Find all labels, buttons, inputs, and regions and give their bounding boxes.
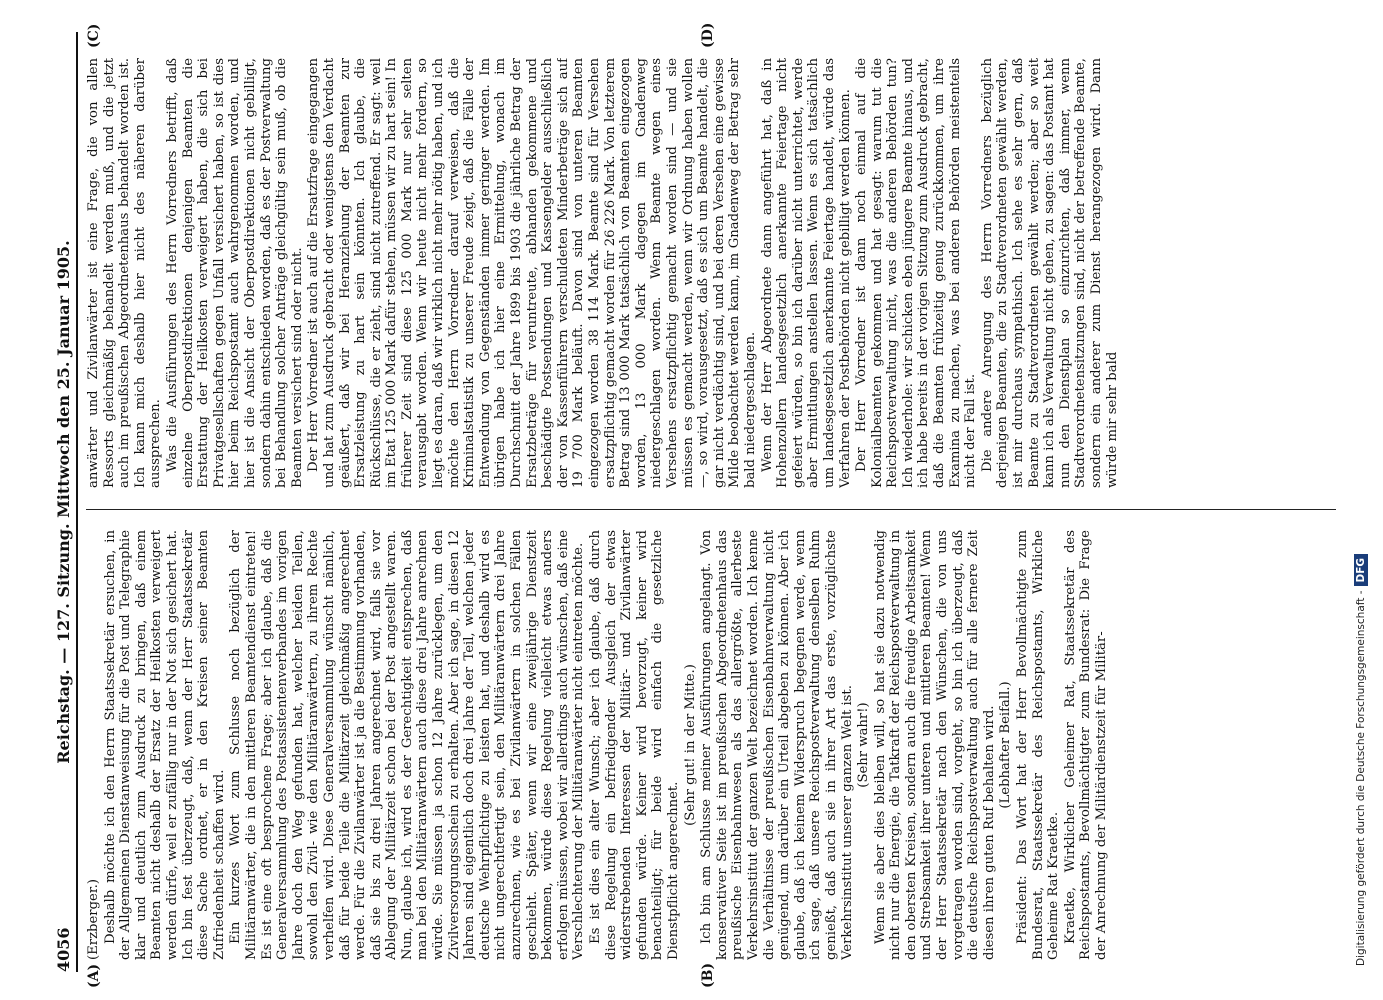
- paragraph: anwärter und Zivilanwärter ist eine Frage, die von allen Ressorts gleichmäßig behandelt werden muß, und die jetzt auch im preußischen Abgeordnetenhaus behandelt worden ist. Ich kann mich deshalb hier nicht des näheren darüber aussprechen.: [86, 58, 164, 488]
- paragraph: Wenn sie aber dies bleiben will, so hat sie dazu notwendig nicht nur die Energie, die Tatkraft der Reichspostverwaltung in den obersten Kreisen, sondern auch die freudige Arbeitsamkeit und Strebsamkeit ihrer unteren und mittleren Beamten! Wenn der Herr Staatssekretär nach den Wünschen, die von uns vorgetragen worden sind, vorgeht, so bin ich überzeugt, daß die deutsche Reichspostverwaltung auch für alle fernere Zeit diesen ihren guten Ruf behalten wird.: [872, 530, 997, 960]
- paragraph-kraetke: Kraetke, Wirklicher Geheimer Rat, Staatssekretär des Reichspostamts, Bevollmächtigter zum Bundesrat: Die Frage der Anrechnung der Militärdienstzeit für Militär-: [1062, 530, 1109, 960]
- paragraph-president: Präsident: Das Wort hat der Herr Bevollmächtigte zum Bundesrat, Staatssekretär des Reichspostamts, Wirkliche Geheime Rat Kraetke.: [1015, 530, 1062, 960]
- interjection: (Sehr gut! in der Mitte.): [682, 664, 698, 826]
- margin-marker-c: (C): [86, 23, 102, 48]
- page-header: [50, 32, 78, 972]
- paragraph: Ein kurzes Wort zum Schlusse noch bezüglich der Militäranwärter, die in den mittleren Beamtendienst eintreten! Es ist eine oft besprochene Frage; aber ich glaube, daß die Generalversammlung des Postassistentenverbandes im vorigen Jahre doch den Weg gefunden hat, welcher beiden Teilen, sowohl den Zivil- wie den Militäranwärtern, zu ihrem Rechte verhelfen wird. Diese Generalversammlung wünscht nämlich, daß für beide Teile die Militärzeit gleichmäßig angerechnet werde. Für die Zivilanwärter ist ja die Bestimmung vorhanden, daß sie bis zu drei Jahren angerechnet wird, falls sie vor Ablegung der Militärzeit schon bei der Post angestellt waren. Nun, glaube ich, wird es der Gerechtigkeit entsprechen, daß man bei den Militäranwärtern auch diese drei Jahre anrechnen würde. Sie müssen ja schon 12 Jahre zurücklegen, um den Zivilversorgungsschein zu erhalten. Aber ich sage, in diesen 12 Jahren sind eigentlich doch drei Jahre der Teil, welchen jeder deutsche Wehrpflichtige zu leisten hat, und deshalb wird es nicht ungerechtfertigt sein, den Militäranwärtern drei Jahre anzurechnen, wie es bei Zivilanwärtern in solchen Fällen geschieht. Später, wenn wir eine zweijährige Dienstzeit bekommen, würde diese Regelung vielleicht etwas anders erfolgen müssen, wobei wir allerdings auch wünschen, daß eine Verschlechterung der Militäranwärter nicht eintreten möchte.: [228, 530, 587, 960]
- page-number: 4056: [54, 927, 73, 972]
- paragraph: Deshalb möchte ich den Herrn Staatssekretär ersuchen, in der Allgemeinen Dienstanweisung für die Post und Telegraphie klar und deutlich zum Ausdruck zu bringen, daß einem Beamten nicht deshalb der Ersatz der Heilkosten verweigert werden dürfe, weil er zufällig nur in der Not sich gesichert hat. Ich bin fest überzeugt, daß, wenn der Herr Staatssekretär diese Sache ordnet, er in den Kreisen seiner Beamten Zufriedenheit schaffen wird.: [102, 530, 227, 960]
- paragraph: Ich bin am Schlusse meiner Ausführungen angelangt. Von konservativer Seite ist im preußischen Abgeordnetenhaus das preußische Eisenbahnwesen als das allergrößte, allerbeste Verkehrsinstitut der ganzen Welt bezeichnet worden. Ich kenne die Verhältnisse der preußischen Eisenbahnverwaltung nicht genügend, um darüber ein Urteil abgeben zu können. Aber ich glaube, daß ich keinem Widerspruch begegnen werde, wenn ich sage, daß unsere Reichspostverwaltung denselben Ruhm genießt, daß auch sie in ihrer Art das erste, vorzüglichste Verkehrsinstitut unserer ganzen Welt ist.: [699, 530, 855, 960]
- paragraph: Es ist dies ein alter Wunsch; aber ich glaube, daß durch diese Regelung ein befriedigender Ausgleich der etwas widerstrebenden Interessen der Militär- und Zivilanwärter gefunden würde. Keiner wird bevorzugt, keiner wird benachteiligt; für beide wird einfach die gesetzliche Dienstpflicht angerechnet.: [588, 530, 681, 960]
- left-column: [86, 530, 1346, 960]
- paragraph: Der Herr Vorredner ist dann noch einmal auf die Kolonialbeamten gekommen und hat gesagt: warum tut die Reichspostverwaltung nicht, was die anderen Behörden tun? Ich wiederhole: wir schicken eben jüngere Beamte hinaus, und ich habe bereits in der vorigen Sitzung zum Ausdruck gebracht, daß die Beamten frühzeitig genug zurückkommen, um ihre Examina zu machen, was bei anderen Behörden meistenteils nicht der Fall ist.: [854, 58, 979, 488]
- digitization-credit: [1352, 36, 1370, 966]
- column-divider: [86, 509, 1336, 510]
- interjection: (Lebhafter Beifall.): [998, 681, 1014, 809]
- credit-text: Digitalisierung gefördert durch die Deutsche Forschungsgemeinschaft -: [1355, 590, 1367, 966]
- paragraph: Was die Ausführungen des Herrn Vorredners betrifft, daß einzelne Oberpostdirektionen denjenigen Beamten die Erstattung der Heilkosten verweigert haben, die sich bei Privatgesellschaften gegen Unfall versichert haben, so ist dies hier beim Reichspostamt auch wahrgenommen worden, und hier ist die Ansicht der Oberpostdirektionen nicht gebilligt, sondern dahin entschieden worden, daß es der Postverwaltung bei Behandlung solcher Anträge gleichgültig sein muß, ob die Beamten versichert sind oder nicht.: [164, 58, 305, 488]
- right-column: [86, 58, 1346, 488]
- running-title: Reichstag. — 127. Sitzung. Mittwoch den 25. Januar 1905.: [54, 240, 73, 764]
- margin-marker-b: (B): [700, 962, 716, 988]
- dfg-logo: DFG: [1354, 554, 1368, 587]
- interjection: (Sehr wahr!): [856, 702, 872, 788]
- paragraph: Der Herr Vorredner ist auch auf die Ersatzfrage eingegangen und hat zum Ausdruck gebracht oder wenigstens den Verdacht geäußert, daß wir bei Heranziehung der Beamten zur Ersatzleistung zu hart sein könnten. Ich glaube, die Rückschlüsse, die er zieht, sind nicht zutreffend. Er sagt: weil im Etat 125 000 Mark dafür stehen, müssen wir zu hart sein! In früherer Zeit sind diese 125 000 Mark nur sehr selten verausgabt worden. Wenn wir heute nicht mehr fordern, so liegt es daran, daß wir wirklich nicht mehr nötig haben, und ich möchte den Herrn Vorredner darauf verweisen, daß die Kriminalstatistik zu unserer Freude zeigt, daß die Fälle der Entwendung von Gegenständen immer geringer werden. Im übrigen habe ich hier eine Ermittelung, wonach im Durchschnitt der Jahre 1899 bis 1903 die jährliche Betrag der Ersatzbeträge für veruntreute, abhanden gekommene und beschädigte Postsendungen und Kassengelder ausschließlich der von Kassenführern verschuldeten Minderbeträge sich auf 19 700 Mark beläuft. Davon sind von unteren Beamten eingezogen worden 38 114 Mark. Beamte sind für Versehen ersatzpflichtig gemacht worden für 26 226 Mark. Von letzterem Betrag sind 13 000 Mark tatsächlich von Beamten eingezogen worden, 13 000 Mark dagegen im Gnadenweg niedergeschlagen worden. Wenn Beamte wegen eines Versehens ersatzpflichtig gemacht worden sind — und sie müssen es gemacht werden, wenn wir Ordnung haben wollen —, so wird, vorausgesetzt, daß es sich um Beamte handelt, die gar nicht verdächtig sind, und bei deren Versehen eine gewisse Milde beobachtet werden kann, im Gnadenweg der Betrag sehr bald niedergeschlagen.: [306, 58, 758, 488]
- margin-marker-d: (D): [700, 22, 716, 48]
- margin-marker-a: (A): [86, 963, 102, 988]
- paragraph: Die andere Anregung des Herrn Vorredners bezüglich derjenigen Beamten, die zu Stadtverordneten gewählt werden, ist mir durchaus sympathisch. Ich sehe es sehr gern, daß Beamte zu Stadtverordneten gewählt werden; aber so weit kann ich als Verwaltung nicht gehen, zu sagen: das Postamt hat nun den Dienstplan so einzurichten, daß immer, wenn Stadtverordnetensitzungen sind, nicht der betreffende Beamte, sondern ein anderer zum Dienst herangezogen wird. Dann würde mir sehr bald: [979, 58, 1120, 488]
- paragraph: Wenn der Herr Abgeordnete dann angeführt hat, daß in Hohenzollern landesgesetzlich anerkannte Feiertage nicht gefeiert würden, so bin ich darüber nicht unterrichtet, werde aber Ermittlungen anstellen lassen. Wenn es sich tatsächlich um landesgesetzlich anerkannte Feiertage handelt, würde das Verfahren der Postbehörden nicht gebilligt werden können.: [759, 58, 853, 488]
- speaker-tag: (Erzberger.): [86, 878, 101, 960]
